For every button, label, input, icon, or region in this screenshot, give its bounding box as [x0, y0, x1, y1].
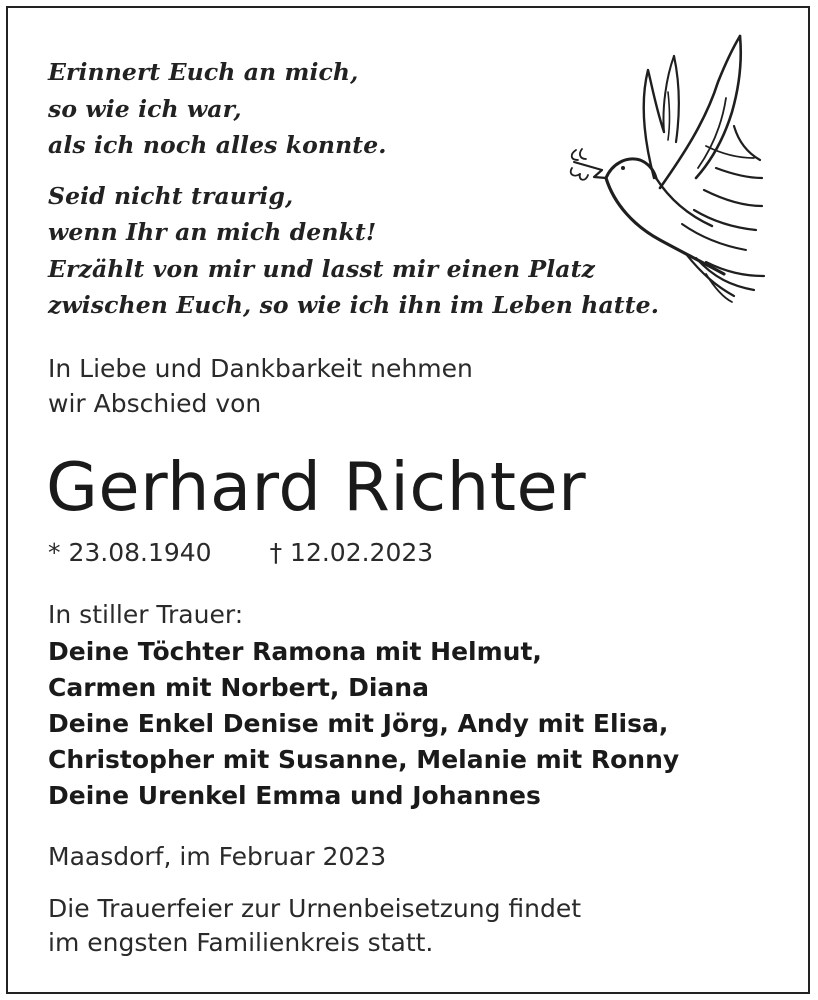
death-date: † 12.02.2023: [269, 538, 434, 567]
mourner-line: Deine Enkel Denise mit Jörg, Andy mit Elisa,: [48, 709, 669, 738]
poem-line: wenn Ihr an mich denkt!: [48, 218, 377, 246]
poem-line: zwischen Euch, so wie ich ihn im Leben hatte.: [48, 291, 660, 319]
intro-line: In Liebe und Dankbarkeit nehmen: [48, 354, 473, 383]
dove-icon: [556, 28, 771, 313]
intro-line: wir Abschied von: [48, 389, 262, 418]
poem-line: Erinnert Euch an mich,: [48, 58, 359, 86]
poem-line: so wie ich war,: [48, 94, 242, 123]
mourners-list: [48, 634, 679, 814]
mourner-line: Carmen mit Norbert, Diana: [48, 673, 429, 702]
mourner-line: Deine Töchter Ramona mit Helmut,: [48, 637, 542, 666]
intro-text: [48, 351, 473, 421]
funeral-notice: [48, 892, 581, 960]
life-dates: [48, 536, 433, 570]
notice-line: im engsten Familienkreis statt.: [48, 928, 434, 957]
mourning-label: In stiller Trauer:: [48, 600, 244, 629]
poem-line: Erzählt von mir und lasst mir einen Platz: [48, 254, 595, 283]
place-date: Maasdorf, im Februar 2023: [48, 842, 387, 871]
notice-line: Die Trauerfeier zur Urnenbeisetzung findet: [48, 894, 582, 923]
mourner-line: Deine Urenkel Emma und Johannes: [48, 781, 541, 810]
poem-line: als ich noch alles konnte.: [48, 131, 387, 159]
mourner-line: Christopher mit Susanne, Melanie mit Ronny: [48, 745, 680, 774]
poem-line: Seid nicht traurig,: [48, 181, 294, 210]
obituary-card: [6, 6, 810, 994]
birth-date: * 23.08.1940: [48, 538, 212, 567]
deceased-name: Gerhard Richter: [46, 448, 587, 526]
